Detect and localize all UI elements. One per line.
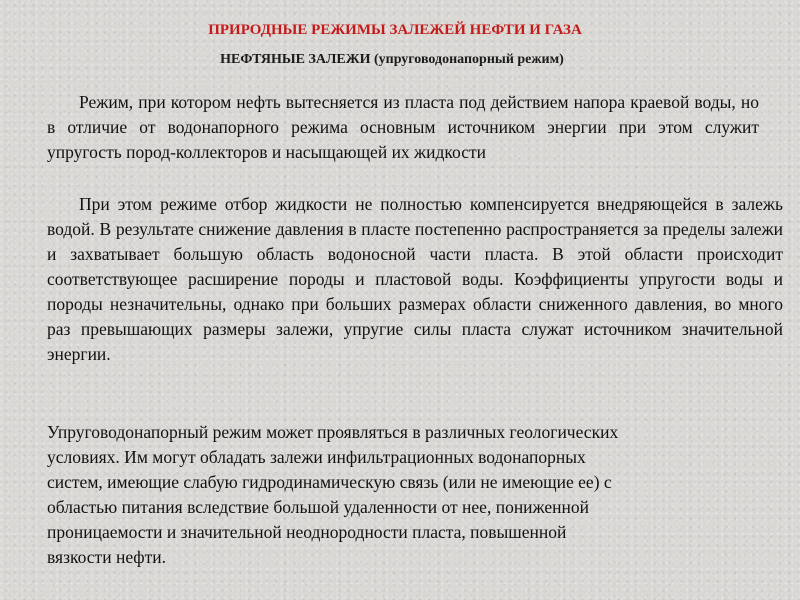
paragraph-definition: Режим, при котором нефть вытесняется из пласта под действием напора краевой воды, но в отличие от водонапорного режима основным источником энергии при этом служит упругость пород-коллекторов и насыщающей их жидкости: [47, 92, 759, 162]
text-line: Упруговодонапорный режим может проявляться в различных геологических: [47, 422, 619, 442]
slide-subtitle: НЕФТЯНЫЕ ЗАЛЕЖИ (упруговодонапорный режим): [220, 52, 564, 67]
text-line: областью питания вследствие большой удаленности от нее, пониженной: [47, 497, 590, 517]
paragraph-conditions: [47, 420, 787, 570]
slide-title: ПРИРОДНЫЕ РЕЖИМЫ ЗАЛЕЖЕЙ НЕФТИ И ГАЗА: [208, 22, 582, 38]
text-line: проницаемости и значительной неоднородности пласта, повышенной: [47, 522, 567, 542]
text-line: вязкости нефти.: [47, 547, 167, 567]
text-line: условиях. Им могут обладать залежи инфильтрационных водонапорных: [47, 447, 586, 467]
text-line: систем, имеющие слабую гидродинамическую связь (или не имеющие ее) с: [47, 472, 612, 492]
paragraph-explanation: При этом режиме отбор жидкости не полностью компенсируется внедряющейся в залежь водой. В результате снижение давления в пласте постепенно распространяется за пределы залежи и захватывает большую область водоносной части пласта. В этой области происходит соответствующее расширение породы и пластовой воды. Коэффициенты упругости воды и породы незначительны, однако при больших размерах области сниженного давления, во много раз превышающих размеры залежи, упругие силы пласта служат источником значительной энергии.: [47, 194, 783, 364]
